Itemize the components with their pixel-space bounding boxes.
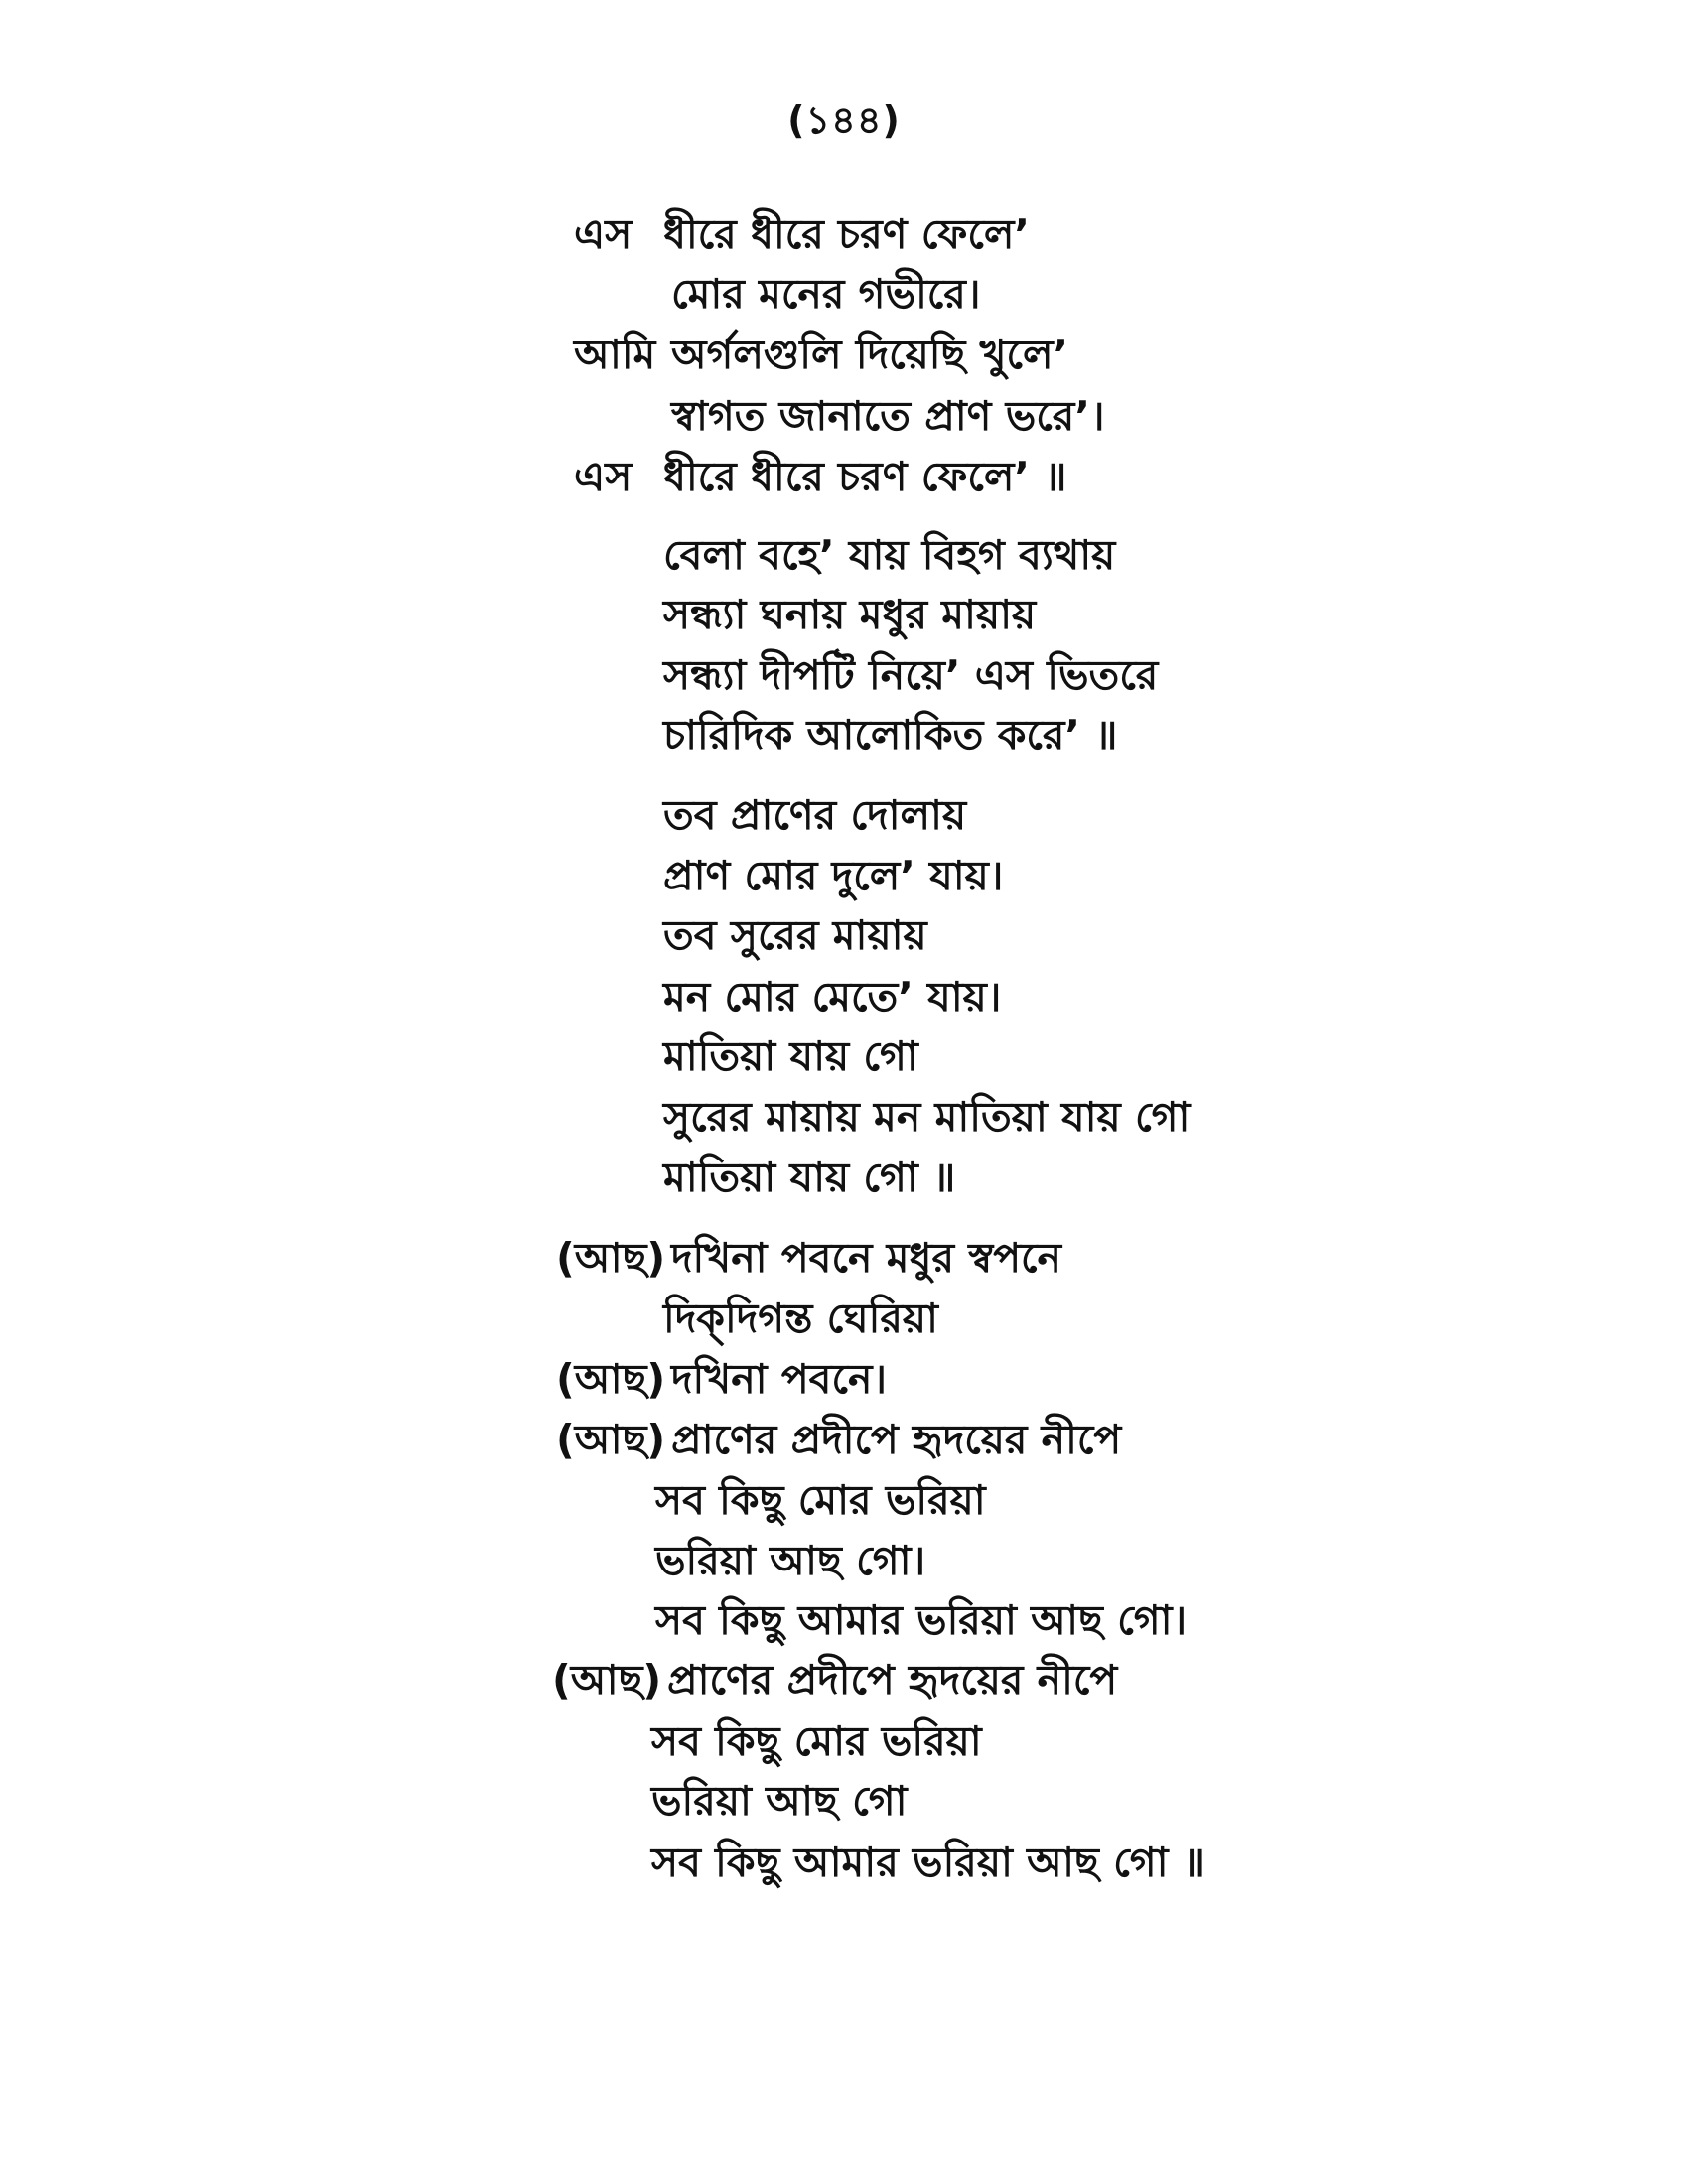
line-prefix: (আছ) — [552, 1656, 662, 1704]
lyric-line: তব সুরের মায়ায় — [663, 911, 927, 959]
lyric-line: তব প্রাণের দোলায় — [663, 791, 967, 839]
lyric-line: দিক্‌দিগন্ত ঘেরিয়া — [663, 1295, 938, 1342]
line-prefix: (আছ) — [556, 1234, 666, 1282]
line-prefix: এস — [574, 210, 633, 258]
lyric-line: দখিনা পবনে। — [671, 1355, 888, 1403]
line-prefix: (আছ) — [556, 1416, 666, 1463]
lyric-line: মাতিয়া যায় গো — [663, 1032, 918, 1080]
lyric-line: অর্গলগুলি দিয়েছি খুলে’ — [671, 331, 1069, 378]
lyric-line: প্রাণের প্রদীপে হৃদয়ের নীপে — [667, 1656, 1118, 1704]
lyric-line: স্বাগত জানাতে প্রাণ ভরে’। — [671, 392, 1105, 440]
lyric-line: সব কিছু মোর ভরিয়া — [655, 1476, 986, 1524]
page-number: (১৪৪) — [787, 98, 901, 142]
line-prefix: আমি — [574, 331, 656, 378]
lyric-line: প্রাণের প্রদীপে হৃদয়ের নীপে — [671, 1416, 1122, 1463]
lyric-line: ধীরে ধীরে চরণ ফেলে’ ॥ — [663, 453, 1067, 500]
lyric-line: ভরিয়া আছ গো — [651, 1777, 908, 1825]
lyric-line: সন্ধ্যা ঘনায় মধুর মায়ায় — [663, 591, 1037, 638]
lyric-line: ভরিয়া আছ গো। — [655, 1537, 926, 1584]
lyric-line: সব কিছু মোর ভরিয়া — [651, 1717, 982, 1765]
lyric-line: সব কিছু আমার ভরিয়া আছ গো ॥ — [651, 1839, 1205, 1886]
lyric-line: প্রাণ মোর দুলে’ যায়। — [663, 852, 1004, 899]
lyric-line: সন্ধ্যা দীপটি নিয়ে’ এস ভিতরে — [663, 651, 1159, 699]
lyric-line: দখিনা পবনে মধুর স্বপনে — [671, 1234, 1062, 1282]
line-prefix: (আছ) — [556, 1355, 666, 1403]
lyric-line: মোর মনের গভীরে। — [671, 270, 981, 318]
lyric-line: সুরের মায়ায় মন মাতিয়া যায় গো — [663, 1093, 1191, 1141]
lyric-line: চারিদিক আলোকিত করে’ ॥ — [663, 711, 1118, 758]
lyric-line: বেলা বহে’ যায় বিহগ ব্যথায় — [663, 531, 1116, 579]
lyric-line: ধীরে ধীরে চরণ ফেলে’ — [663, 210, 1030, 258]
line-prefix: এস — [574, 453, 633, 500]
lyric-line: সব কিছু আমার ভরিয়া আছ গো। — [655, 1596, 1188, 1644]
lyric-line: মাতিয়া যায় গো ॥ — [663, 1154, 956, 1201]
lyric-line: মন মোর মেতে’ যায়। — [663, 973, 1002, 1021]
